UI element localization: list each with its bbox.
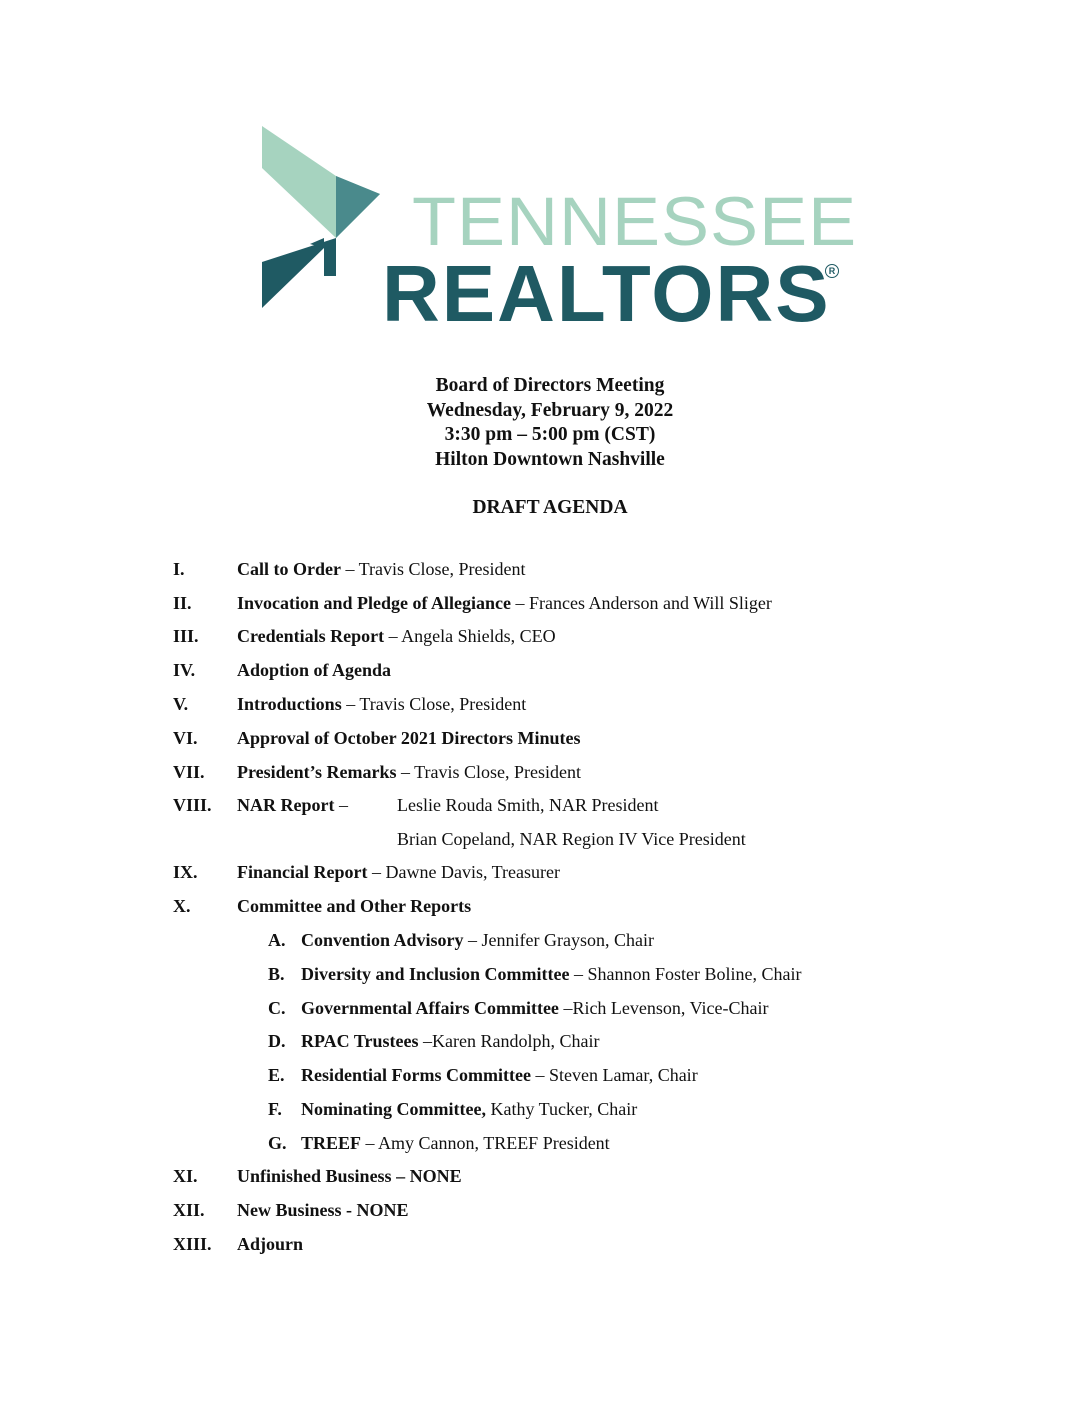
subitem-detail: – Shannon Foster Boline, Chair: [569, 964, 802, 984]
item-number: XI.: [173, 1166, 198, 1186]
chevron-middle-shape: [336, 176, 380, 238]
item-detail: – Dawne Davis, Treasurer: [367, 862, 560, 882]
item-content: [237, 659, 391, 681]
item-detail: – Travis Close, President: [396, 762, 582, 782]
meeting-location: Hilton Downtown Nashville: [435, 448, 665, 470]
subitem-content: [301, 929, 654, 951]
item-number: XII.: [173, 1200, 205, 1220]
tennessee-realtors-logo: [262, 126, 858, 338]
item-title: Introductions: [237, 694, 342, 714]
item-number: I.: [173, 559, 185, 579]
item-content: [237, 794, 348, 816]
item-title: President’s Remarks: [237, 762, 397, 782]
subitem-detail: –Karen Randolph, Chair: [418, 1031, 600, 1051]
meeting-time: 3:30 pm – 5:00 pm (CST): [444, 424, 656, 445]
item-content: [237, 727, 580, 749]
subitem-title: Governmental Affairs Committee: [301, 998, 559, 1018]
subitem-content: [301, 963, 802, 985]
item-title: Credentials Report: [237, 626, 385, 646]
item-detail: – Angela Shields, CEO: [384, 626, 556, 646]
chevron-upper-shape: [262, 126, 380, 238]
item-title: Adjourn: [237, 1234, 304, 1254]
item-content: [237, 895, 471, 917]
agenda-title: DRAFT AGENDA: [472, 497, 628, 518]
item-title: Financial Report: [237, 862, 368, 882]
meeting-title: Board of Directors Meeting: [435, 375, 665, 396]
subitem-title: TREEF: [301, 1133, 362, 1153]
item-detail: – Travis Close, President: [341, 694, 527, 714]
item-content: [237, 592, 772, 614]
item-detail: –: [334, 795, 348, 815]
subitem-content: [301, 1132, 610, 1154]
item-content: [237, 761, 581, 783]
subitem-title: RPAC Trustees: [301, 1031, 419, 1051]
subitem-detail: Kathy Tucker, Chair: [485, 1099, 638, 1119]
subitem-detail: – Amy Cannon, TREEF President: [361, 1133, 610, 1153]
item-title: NAR Report: [237, 795, 335, 815]
meeting-date: Wednesday, February 9, 2022: [426, 399, 674, 421]
logo-word-realtors: REALTORS: [382, 249, 831, 338]
subitem-content: [301, 1030, 599, 1052]
item-title: Unfinished Business – NONE: [237, 1166, 462, 1186]
item-title: Call to Order: [237, 559, 341, 579]
subitem-title: Nominating Committee,: [301, 1099, 486, 1119]
subitem-detail: – Steven Lamar, Chair: [530, 1065, 698, 1085]
item-number: VI.: [173, 728, 198, 748]
subitem-detail: –Rich Levenson, Vice-Chair: [558, 998, 769, 1018]
item-number: III.: [173, 626, 199, 646]
item-number: II.: [173, 593, 192, 613]
subitem-letter: B.: [268, 964, 285, 984]
subitem-letter: A.: [268, 930, 286, 950]
item-number: X.: [173, 896, 191, 916]
item-title: New Business - NONE: [237, 1200, 409, 1220]
item-number: XIII.: [173, 1234, 212, 1254]
logo-word-tennessee: TENNESSEE: [412, 184, 858, 261]
subitem-detail: – Jennifer Grayson, Chair: [463, 930, 654, 950]
item-title: Approval of October 2021 Directors Minutes: [237, 728, 581, 748]
registered-trademark-icon: R: [825, 264, 839, 278]
item-detail: – Frances Anderson and Will Sliger: [511, 593, 772, 613]
nar-presenter-2: Brian Copeland, NAR Region IV Vice President: [397, 829, 746, 849]
subitem-letter: E.: [268, 1065, 285, 1085]
item-number: VII.: [173, 762, 205, 782]
subitem-letter: D.: [268, 1031, 286, 1051]
subitem-content: [301, 1098, 637, 1120]
item-detail: – Travis Close, President: [340, 559, 526, 579]
subitem-title: Convention Advisory: [301, 930, 464, 950]
realtors-chevron-logo-icon: [262, 126, 382, 311]
subitem-title: Diversity and Inclusion Committee: [301, 964, 570, 984]
item-number: V.: [173, 694, 189, 714]
item-content: [237, 861, 560, 883]
item-number: IX.: [173, 862, 198, 882]
item-number: VIII.: [173, 795, 212, 815]
item-content: [237, 558, 526, 580]
item-content: [237, 625, 556, 647]
subitem-letter: C.: [268, 998, 286, 1018]
meeting-header: [0, 374, 1088, 472]
subitem-letter: F.: [268, 1099, 282, 1119]
chevron-lower-shape: [262, 238, 336, 308]
subitem-letter: G.: [268, 1133, 287, 1153]
item-number: IV.: [173, 660, 196, 680]
nar-presenter-1: Leslie Rouda Smith, NAR President: [397, 795, 659, 815]
item-title: Committee and Other Reports: [237, 896, 472, 916]
subitem-content: [301, 1064, 698, 1086]
item-content: [237, 693, 526, 715]
subitem-content: [301, 997, 768, 1019]
item-title: Invocation and Pledge of Allegiance: [237, 593, 511, 613]
subitem-title: Residential Forms Committee: [301, 1065, 531, 1085]
item-title: Adoption of Agenda: [237, 660, 392, 680]
